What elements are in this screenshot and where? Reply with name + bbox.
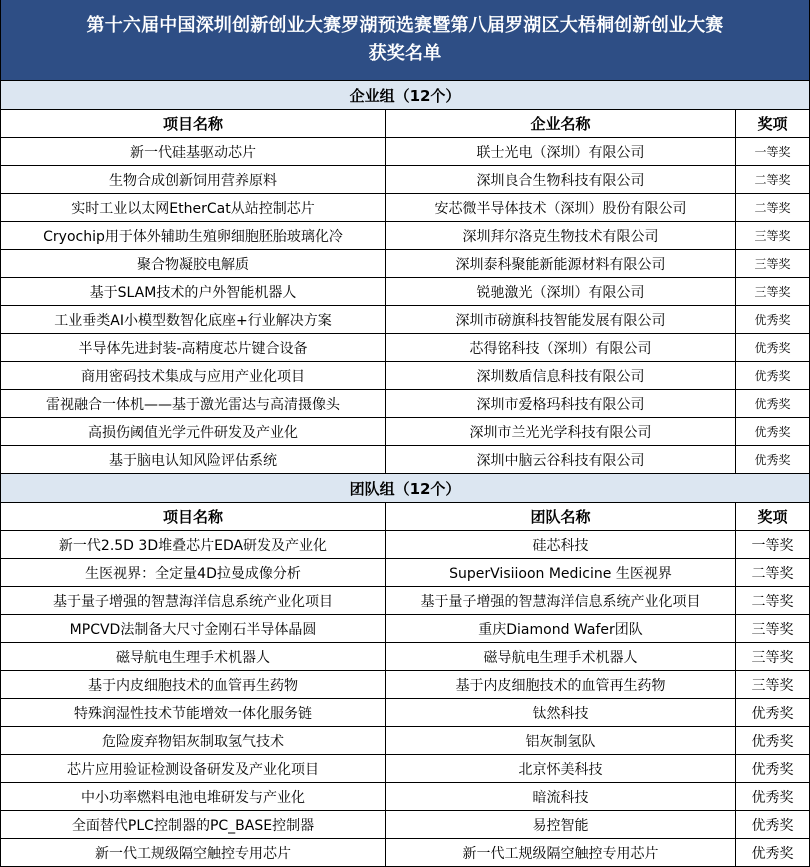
project-cell: 新一代工规级隔空触控专用芯片	[1, 839, 386, 866]
project-cell: 基于量子增强的智慧海洋信息系统产业化项目	[1, 587, 386, 614]
award-cell: 三等奖	[751, 649, 794, 666]
header-award: 奖项	[757, 115, 788, 133]
org-cell: 深圳泰科聚能新能源材料有限公司	[386, 250, 736, 277]
project-cell: 聚合物凝胶电解质	[1, 250, 386, 277]
section-enterprise: 企业组（12个）	[1, 81, 809, 110]
award-cell: 一等奖	[754, 145, 791, 159]
table-row	[1, 839, 809, 867]
project-cell: 全面替代PLC控制器的PC_BASE控制器	[1, 811, 386, 838]
table-row	[1, 278, 809, 306]
project-cell: 特殊润湿性技术节能增效一体化服务链	[1, 699, 386, 726]
project-cell: 实时工业以太网EtherCat从站控制芯片	[1, 194, 386, 221]
table-row	[1, 587, 809, 615]
project-cell: 基于SLAM技术的户外智能机器人	[1, 278, 386, 305]
org-cell: 深圳市爱格玛科技有限公司	[386, 390, 736, 417]
header-company: 企业名称	[386, 110, 736, 137]
org-cell: 磁导航电生理手术机器人	[386, 643, 736, 670]
title-banner	[1, 0, 809, 81]
award-cell: 二等奖	[754, 201, 791, 215]
table-row	[1, 783, 809, 811]
table-row	[1, 699, 809, 727]
org-cell: 锐驰激光（深圳）有限公司	[386, 278, 736, 305]
header-project: 项目名称	[1, 503, 386, 530]
award-cell: 二等奖	[754, 173, 791, 187]
enterprise-rows	[1, 138, 809, 474]
table-row	[1, 334, 809, 362]
org-cell: 暗流科技	[386, 783, 736, 810]
award-cell: 优秀奖	[754, 397, 791, 411]
project-cell: 生医视界：全定量4D拉曼成像分析	[1, 559, 386, 586]
table-row	[1, 811, 809, 839]
award-cell: 一等奖	[751, 537, 794, 554]
award-cell: 优秀奖	[754, 313, 791, 327]
table-row	[1, 755, 809, 783]
org-cell: 深圳市兰光光学科技有限公司	[386, 418, 736, 445]
award-cell: 三等奖	[751, 677, 794, 694]
org-cell: SuperVisiioon Medicine 生医视界	[386, 559, 736, 586]
title-line-2: 获奖名单	[368, 43, 442, 64]
project-cell: 半导体先进封装-高精度芯片键合设备	[1, 334, 386, 361]
table-row	[1, 390, 809, 418]
project-cell: 工业垂类AI小模型数智化底座+行业解决方案	[1, 306, 386, 333]
org-cell: 铝灰制氢队	[386, 727, 736, 754]
award-cell: 三等奖	[754, 285, 791, 299]
project-cell: 生物合成创新饲用营养原料	[1, 166, 386, 193]
table-row	[1, 222, 809, 250]
award-cell: 优秀奖	[751, 705, 794, 722]
org-cell: 钛然科技	[386, 699, 736, 726]
project-cell: 新一代硅基驱动芯片	[1, 138, 386, 165]
title-line-1: 第十六届中国深圳创新创业大赛罗湖预选赛暨第八届罗湖区大梧桐创新创业大赛	[86, 15, 724, 36]
award-cell: 优秀奖	[751, 733, 794, 750]
org-cell: 芯得铭科技（深圳）有限公司	[386, 334, 736, 361]
award-cell: 优秀奖	[751, 761, 794, 778]
table-row	[1, 727, 809, 755]
table-row	[1, 559, 809, 587]
org-cell: 深圳拜尔洛克生物技术有限公司	[386, 222, 736, 249]
table-row	[1, 531, 809, 559]
org-cell: 深圳良合生物科技有限公司	[386, 166, 736, 193]
award-cell: 优秀奖	[751, 789, 794, 806]
table-row	[1, 250, 809, 278]
org-cell: 基于量子增强的智慧海洋信息系统产业化项目	[386, 587, 736, 614]
table-row	[1, 194, 809, 222]
org-cell: 深圳市磅旗科技智能发展有限公司	[386, 306, 736, 333]
project-cell: 基于内皮细胞技术的血管再生药物	[1, 671, 386, 698]
project-cell: 中小功率燃料电池电堆研发与产业化	[1, 783, 386, 810]
award-cell: 优秀奖	[754, 425, 791, 439]
org-cell: 安芯微半导体技术（深圳）股份有限公司	[386, 194, 736, 221]
award-cell: 三等奖	[754, 229, 791, 243]
project-cell: 磁导航电生理手术机器人	[1, 643, 386, 670]
project-cell: Cryochip用于体外辅助生殖卵细胞胚胎玻璃化冷	[1, 222, 386, 249]
table-row	[1, 671, 809, 699]
award-cell: 二等奖	[751, 565, 794, 582]
org-cell: 新一代工规级隔空触控专用芯片	[386, 839, 736, 866]
award-cell: 二等奖	[751, 593, 794, 610]
award-cell: 优秀奖	[754, 341, 791, 355]
table-row	[1, 446, 809, 474]
award-cell: 三等奖	[751, 621, 794, 638]
award-cell: 优秀奖	[751, 817, 794, 834]
header-team: 团队名称	[386, 503, 736, 530]
table-row	[1, 362, 809, 390]
table-row	[1, 643, 809, 671]
table-row	[1, 166, 809, 194]
project-cell: 新一代2.5D 3D堆叠芯片EDA研发及产业化	[1, 531, 386, 558]
project-cell: MPCVD法制备大尺寸金刚石半导体晶圆	[1, 615, 386, 642]
org-cell: 硅芯科技	[386, 531, 736, 558]
table-row	[1, 306, 809, 334]
award-cell: 优秀奖	[751, 845, 794, 862]
award-cell: 优秀奖	[754, 369, 791, 383]
org-cell: 重庆Diamond Wafer团队	[386, 615, 736, 642]
org-cell: 基于内皮细胞技术的血管再生药物	[386, 671, 736, 698]
org-cell: 联士光电（深圳）有限公司	[386, 138, 736, 165]
section-team: 团队组（12个）	[1, 474, 809, 503]
org-cell: 深圳数盾信息科技有限公司	[386, 362, 736, 389]
project-cell: 危险废弃物铝灰制取氢气技术	[1, 727, 386, 754]
award-cell: 优秀奖	[754, 453, 791, 467]
org-cell: 深圳中脑云谷科技有限公司	[386, 446, 736, 473]
award-cell: 三等奖	[754, 257, 791, 271]
team-header-row	[1, 503, 809, 531]
org-cell: 北京怀美科技	[386, 755, 736, 782]
org-cell: 易控智能	[386, 811, 736, 838]
header-award: 奖项	[757, 508, 788, 526]
header-project: 项目名称	[1, 110, 386, 137]
project-cell: 芯片应用验证检测设备研发及产业化项目	[1, 755, 386, 782]
project-cell: 雷视融合一体机——基于激光雷达与高清摄像头	[1, 390, 386, 417]
project-cell: 高损伤阈值光学元件研发及产业化	[1, 418, 386, 445]
project-cell: 商用密码技术集成与应用产业化项目	[1, 362, 386, 389]
project-cell: 基于脑电认知风险评估系统	[1, 446, 386, 473]
table-row	[1, 615, 809, 643]
table-row	[1, 418, 809, 446]
enterprise-header-row	[1, 110, 809, 138]
table-row	[1, 138, 809, 166]
team-rows	[1, 531, 809, 867]
